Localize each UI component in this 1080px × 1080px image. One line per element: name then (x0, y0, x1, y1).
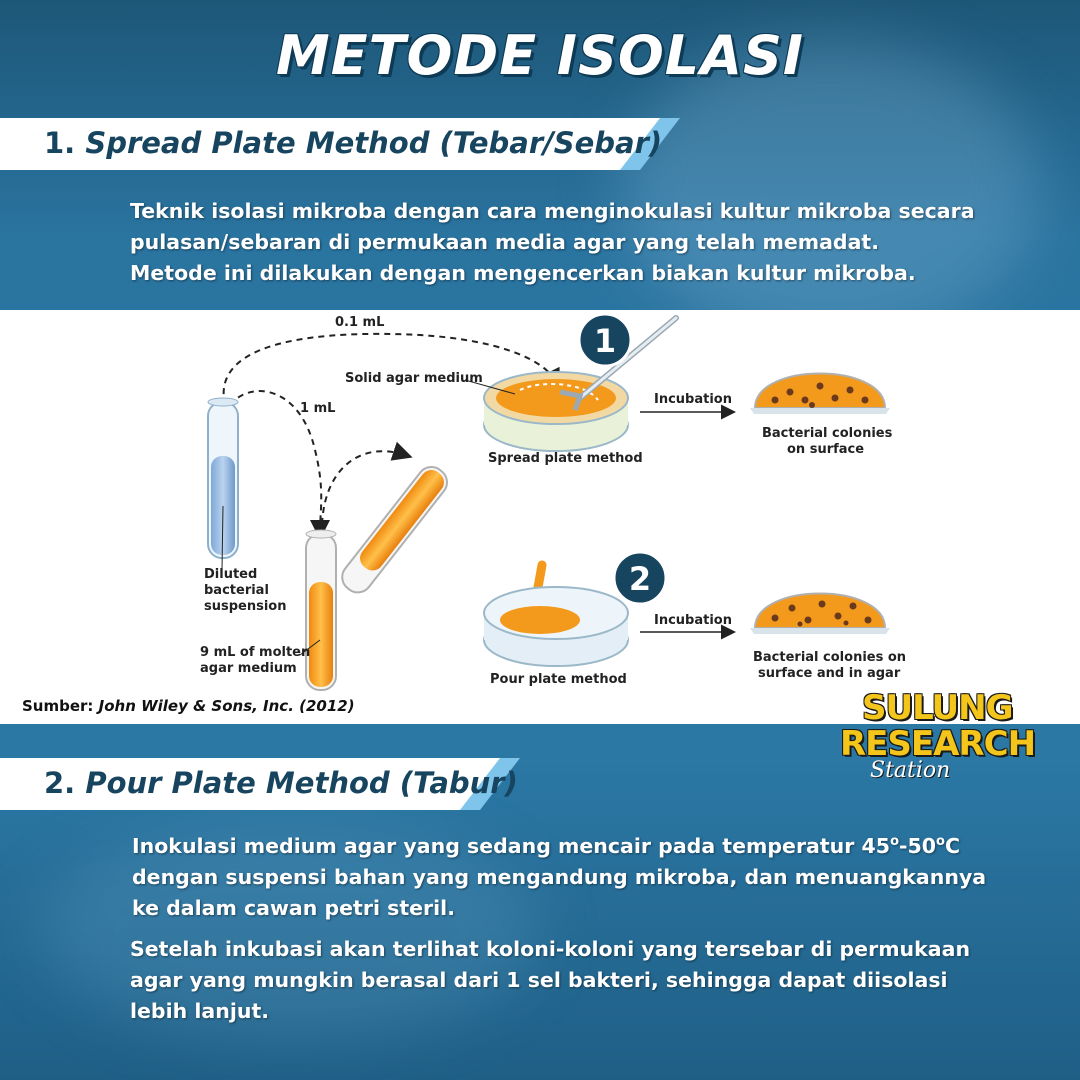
section2-heading-text: Pour Plate Method (Tabur) (85, 766, 518, 800)
paragraph-line: Metode ini dilakukan dengan mengencerkan biakan kultur mikroba. (130, 261, 916, 285)
section2-heading (44, 766, 518, 800)
badge-2 (614, 552, 666, 604)
label-colonies-agar-1: Bacterial colonies on (753, 650, 907, 665)
logo-line1: SULUNG (862, 688, 1013, 728)
section2-paragraph-2 (130, 934, 970, 1027)
logo-line2: RESEARCH (840, 724, 1036, 764)
section1-banner (0, 118, 680, 170)
source-text: John Wiley & Sons, Inc. (2012) (98, 697, 355, 715)
paragraph-line: Teknik isolasi mikroba dengan cara menginokulasi kultur mikroba secara (130, 199, 975, 223)
label-molten-1: 9 mL of molten (200, 645, 311, 660)
page-title: METODE ISOLASI (276, 24, 804, 87)
section1-paragraph (130, 196, 975, 289)
logo-line3: Station (870, 758, 951, 783)
paragraph-line: agar yang mungkin berasal dari 1 sel bakteri, sehingga dapat diisolasi (130, 968, 948, 992)
label-diluted-3: suspension (204, 599, 287, 614)
brand-logo (840, 690, 1060, 800)
label-0-1-ml: 0.1 mL (335, 315, 385, 330)
section2-number: 2. (44, 766, 76, 800)
paragraph-line: ke dalam cawan petri steril. (132, 895, 455, 920)
degree-sup: o (936, 834, 945, 849)
section1-heading (44, 126, 662, 160)
tube-diluted-suspension (208, 398, 238, 570)
section1-number: 1. (44, 126, 76, 160)
section1-heading-text: Spread Plate Method (Tebar/Sebar) (85, 126, 663, 160)
section2-paragraph-1 (132, 826, 986, 924)
tube-molten-agar (300, 530, 336, 690)
pouring-tube (337, 461, 453, 598)
text-run: Inokulasi medium agar yang sedang mencair pada temperatur 45 (132, 833, 891, 858)
degree-sup: o (890, 834, 899, 849)
label-diluted-1: Diluted (204, 567, 258, 582)
isolation-diagram (0, 310, 1080, 728)
paragraph-line: Setelah inkubasi akan terlihat koloni-koloni yang tersebar di permukaan (130, 937, 971, 961)
section2-banner (0, 758, 520, 810)
label-colonies-surface-1: Bacterial colonies (762, 426, 893, 441)
paragraph-line: lebih lanjut. (130, 999, 270, 1023)
paragraph-line (132, 826, 986, 862)
svg-text:1: 1 (593, 322, 617, 360)
label-colonies-agar-2: surface and in agar (758, 666, 901, 681)
source-citation (22, 697, 355, 715)
label-spread-plate: Spread plate method (488, 451, 643, 466)
result-dish-agar (750, 594, 890, 635)
label-colonies-surface-2: on surface (787, 442, 865, 457)
label-diluted-2: bacterial (204, 583, 269, 598)
pour-plate (484, 587, 628, 666)
label-incubation-2: Incubation (654, 613, 732, 628)
label-pour-plate: Pour plate method (490, 672, 627, 687)
paragraph-line: pulasan/sebaran di permukaan media agar yang telah memadat. (130, 230, 880, 254)
source-prefix: Sumber: (22, 697, 99, 715)
label-molten-2: agar medium (200, 661, 297, 676)
label-solid-agar: Solid agar medium (345, 371, 483, 386)
paragraph-line: dengan suspensi bahan yang mengandung mikroba, dan menuangkannya (132, 864, 987, 889)
label-1-ml: 1 mL (300, 401, 336, 416)
label-incubation-1: Incubation (654, 392, 732, 407)
result-dish-surface (750, 374, 890, 415)
text-run: -50 (899, 833, 937, 858)
text-run: C (944, 833, 961, 858)
badge-1 (579, 314, 631, 366)
svg-text:2: 2 (628, 560, 652, 598)
